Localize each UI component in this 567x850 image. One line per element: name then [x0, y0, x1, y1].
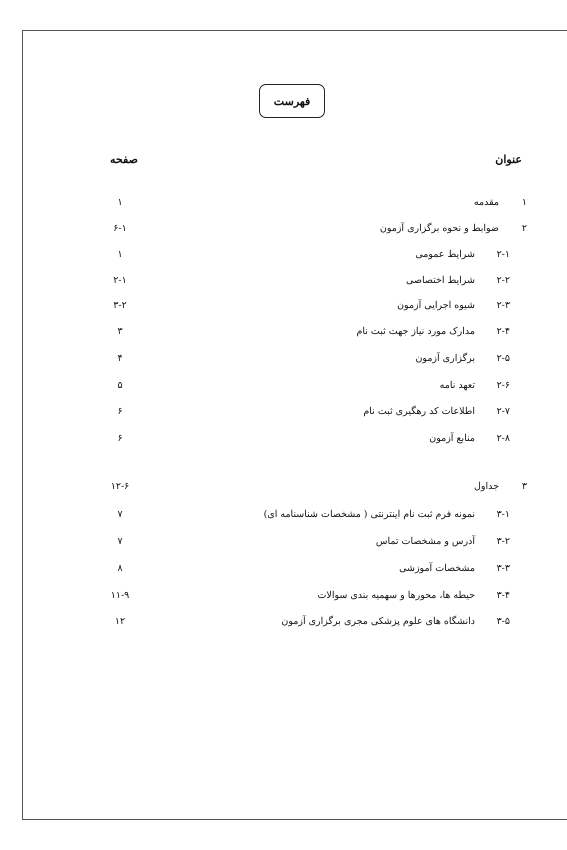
toc-entry-page: ۲-۱	[113, 275, 127, 286]
toc-row	[0, 353, 567, 369]
toc-entry-number: ۱	[521, 197, 527, 208]
toc-row	[0, 300, 567, 316]
toc-row	[0, 326, 567, 342]
toc-entry-page: ۷	[117, 536, 123, 547]
toc-entry-number: ۳-۱	[496, 509, 510, 520]
toc-entry-page: ۳-۲	[113, 300, 127, 311]
page-border	[22, 30, 567, 820]
toc-row	[0, 481, 567, 497]
toc-row	[0, 590, 567, 606]
toc-row	[0, 509, 567, 525]
toc-entry-page: ۱۱-۹	[110, 590, 130, 601]
column-header-page: صفحه	[110, 153, 138, 166]
toc-entry-title: شرایط عمومی	[415, 249, 475, 260]
toc-entry-page: ۵	[117, 380, 123, 391]
toc-entry-number: ۲-۱	[496, 249, 510, 260]
toc-entry-title: جداول	[474, 481, 499, 492]
toc-entry-number: ۳	[521, 481, 527, 492]
toc-entry-page: ۱۲-۶	[110, 481, 130, 492]
toc-row	[0, 563, 567, 579]
page-title: فهرست	[259, 84, 325, 118]
toc-entry-page: ۷	[117, 509, 123, 520]
toc-entry-page: ۱	[117, 197, 123, 208]
toc-entry-number: ۲-۸	[496, 433, 510, 444]
toc-entry-page: ۳	[117, 326, 123, 337]
toc-entry-title: شیوه اجرایی آزمون	[397, 300, 475, 311]
toc-entry-page: ۸	[117, 563, 123, 574]
toc-entry-title: ضوابط و نحوه برگزاری آزمون	[379, 223, 499, 234]
toc-entry-title: منابع آزمون	[429, 433, 475, 444]
toc-row	[0, 223, 567, 239]
toc-entry-number: ۳-۲	[496, 536, 510, 547]
toc-entry-number: ۳-۵	[496, 616, 510, 627]
toc-entry-page: ۶	[117, 433, 123, 444]
toc-entry-page: ۶	[117, 406, 123, 417]
column-header-title: عنوان	[495, 153, 522, 166]
toc-entry-page: ۱۲	[114, 616, 126, 627]
toc-row	[0, 275, 567, 291]
toc-entry-title: برگزاری آزمون	[415, 353, 475, 364]
toc-entry-title: دانشگاه های علوم پزشکی مجری برگزاری آزمون	[281, 616, 475, 627]
toc-entry-number: ۲-۷	[496, 406, 510, 417]
toc-entry-number: ۲-۶	[496, 380, 510, 391]
toc-entry-page: ۴	[117, 353, 123, 364]
toc-entry-title: مقدمه	[473, 197, 499, 208]
toc-row	[0, 433, 567, 449]
toc-row	[0, 197, 567, 213]
toc-entry-number: ۳-۴	[496, 590, 510, 601]
toc-entry-number: ۲-۲	[496, 275, 510, 286]
toc-row	[0, 536, 567, 552]
toc-row	[0, 249, 567, 265]
toc-entry-title: شرایط اختصاصی	[405, 275, 475, 286]
toc-entry-title: نمونه فرم ثبت نام اینترنتی ( مشخصات شناسنامه ای)	[263, 509, 475, 520]
toc-entry-title: آدرس و مشخصات تماس	[375, 536, 475, 547]
toc-entry-number: ۲	[521, 223, 527, 234]
toc-entry-number: ۲-۴	[496, 326, 510, 337]
toc-entry-title: تعهد نامه	[439, 380, 475, 391]
toc-entry-number: ۲-۳	[496, 300, 510, 311]
toc-row	[0, 406, 567, 422]
toc-entry-title: اطلاعات کد رهگیری ثبت نام	[363, 406, 475, 417]
toc-row	[0, 380, 567, 396]
toc-entry-page: ۶-۱	[113, 223, 127, 234]
toc-entry-number: ۳-۳	[496, 563, 510, 574]
toc-entry-title: مشخصات آموزشی	[399, 563, 475, 574]
toc-row	[0, 616, 567, 632]
toc-entry-number: ۲-۵	[496, 353, 510, 364]
toc-entry-page: ۱	[117, 249, 123, 260]
toc-entry-title: حیطه ها، محورها و سهمیه بندی سوالات	[317, 590, 475, 601]
toc-entry-title: مدارک مورد نیاز جهت ثبت نام	[356, 326, 475, 337]
